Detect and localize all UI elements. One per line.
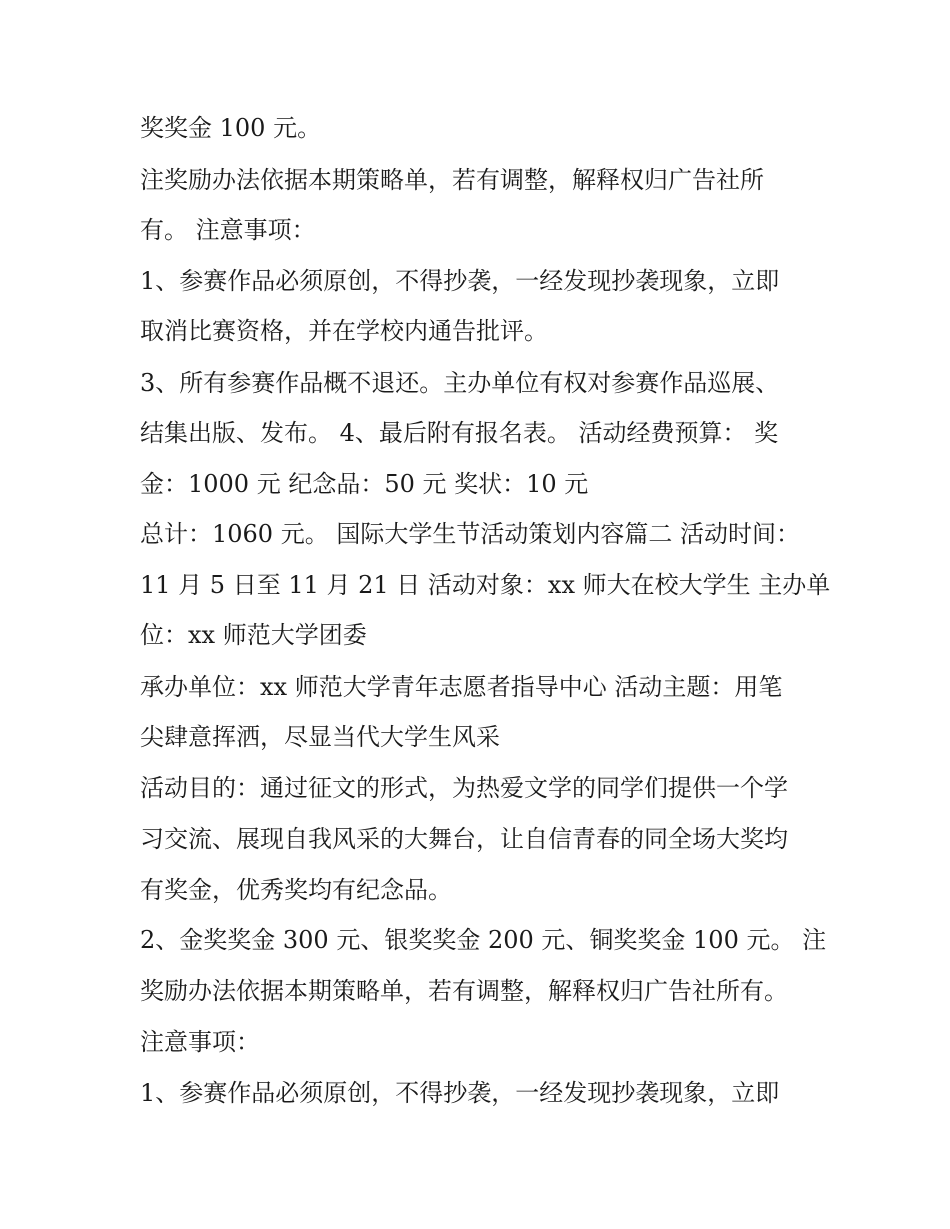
text-line: 注奖励办法依据本期策略单，若有调整，解释权归广告社所 [140, 166, 764, 194]
text-line: 活动目的：通过征文的形式，为热爱文学的同学们提供一个学 [140, 774, 788, 802]
text-line: 注意事项： [140, 1028, 260, 1056]
text-line: 3、所有参赛作品概不退还。主办单位有权对参赛作品巡展、 [140, 369, 780, 397]
text-line: 11 月 5 日至 11 月 21 日 活动对象：xx 师大在校大学生 主办单 [140, 571, 831, 599]
text-line: 尖肆意挥洒，尽显当代大学生风采 [140, 723, 500, 751]
text-line: 习交流、展现自我风采的大舞台，让自信青春的同全场大奖均 [140, 825, 788, 853]
text-line: 有。 注意事项： [140, 216, 316, 244]
text-line: 2、金奖奖金 300 元、银奖奖金 200 元、铜奖奖金 100 元。 注 [140, 926, 827, 954]
text-line: 取消比赛资格，并在学校内通告批评。 [140, 317, 548, 345]
text-line: 金：1000 元 纪念品：50 元 奖状：10 元 [140, 470, 589, 498]
text-line: 有奖金，优秀奖均有纪念品。 [140, 876, 452, 904]
text-line: 位：xx 师范大学团委 [140, 621, 367, 649]
text-line: 承办单位：xx 师范大学青年志愿者指导中心 活动主题：用笔 [140, 673, 783, 701]
text-line: 1、参赛作品必须原创，不得抄袭，一经发现抄袭现象，立即 [140, 267, 780, 295]
text-line: 奖励办法依据本期策略单，若有调整，解释权归广告社所有。 [140, 977, 788, 1005]
text-line: 1、参赛作品必须原创，不得抄袭，一经发现抄袭现象，立即 [140, 1079, 780, 1107]
text-line: 结集出版、发布。 4、最后附有报名表。 活动经费预算： 奖 [140, 419, 779, 447]
text-line: 奖奖金 100 元。 [140, 114, 322, 142]
text-line: 总计：1060 元。 国际大学生节活动策划内容篇二 活动时间： [140, 520, 800, 548]
